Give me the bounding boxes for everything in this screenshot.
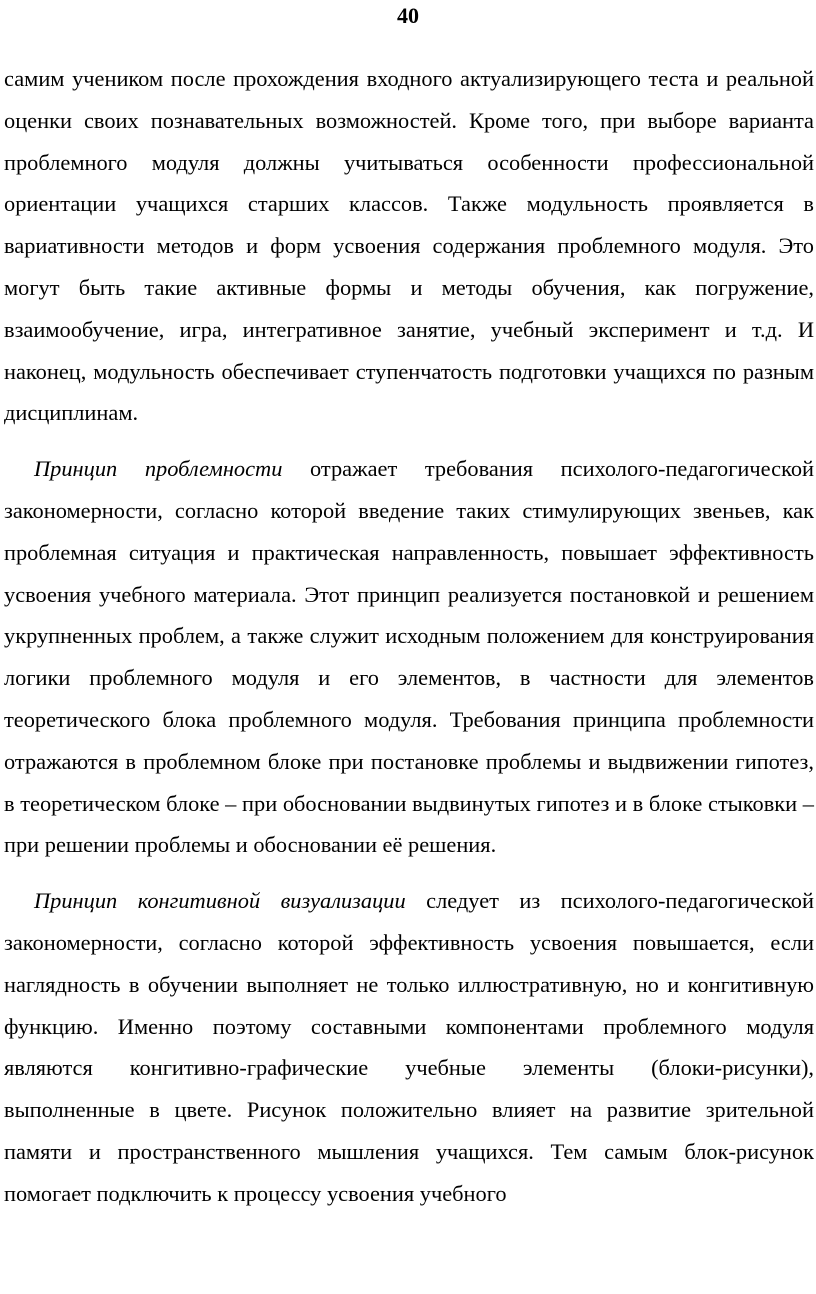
paragraph-visualization-text: следует из психолого-педагогической закономерности, согласно которой эффективность усвоения повышается, если наглядность в обучении выполняет не только иллюстративную, но и конгитивную функцию. Именно поэтому составными компонентами проблемного модуля являются конгитивно-графические учебные элементы (блоки-рисунки), выполненные в цвете. Рисунок положительно влияет на развитие зрительной памяти и пространственного мышления учащихся. Тем самым блок-рисунок помогает подключить к процессу усвоения учебного xyxy=(4,888,814,1206)
paragraph-problem-principle xyxy=(4,448,814,866)
paragraph-visualization-principle xyxy=(4,880,814,1214)
document-body xyxy=(4,58,814,1215)
principle-title-problem: Принцип проблемности xyxy=(34,456,283,482)
page-number: 40 xyxy=(397,3,419,28)
paragraph-problem-text: отражает требования психолого-педагогической закономерности, согласно которой введение таких стимулирующих звеньев, как проблемная ситуация и практическая направленность, повышает эффективность усвоения учебного материала. Этот принцип реализуется постановкой и решением укрупненных проблем, а также служит исходным положением для конструирования логики проблемного модуля и его элементов, в частности для элементов теоретического блока проблемного модуля. Требования принципа проблемности отражаются в проблемном блоке при постановке проблемы и выдвижении гипотез, в теоретическом блоке – при обосновании выдвинутых гипотез и в блоке стыковки – при решении проблемы и обосновании её решения. xyxy=(4,456,814,858)
principle-title-visualization: Принцип конгитивной визуализации xyxy=(34,888,406,914)
paragraph-continuation: самим учеником после прохождения входного актуализирующего теста и реальной оценки своих познавательных возможностей. Кроме того, при выборе варианта проблемного модуля должны учитываться особенности профессиональной ориентации учащихся старших классов. Также модульность проявляется в вариативности методов и форм усвоения содержания проблемного модуля. Это могут быть такие активные формы и методы обучения, как погружение, взаимообучение, игра, интегративное занятие, учебный эксперимент и т.д. И наконец, модульность обеспечивает ступенчатость подготовки учащихся по разным дисциплинам. xyxy=(4,66,814,426)
